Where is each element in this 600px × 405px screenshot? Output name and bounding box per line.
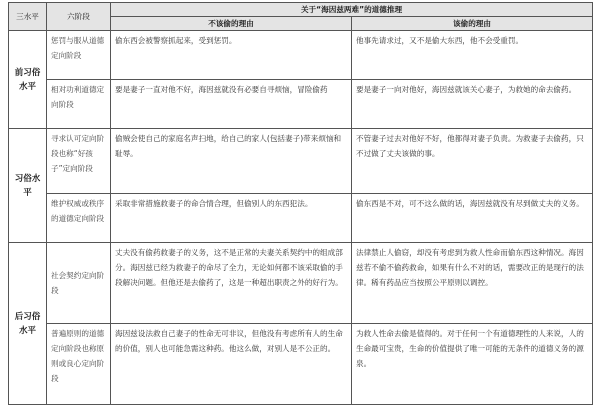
stage-cell: 相对功利道德定向阶段	[47, 80, 111, 129]
against-cell: 采取非常措施救妻子的命合情合理，但偷别人的东西犯法。	[111, 194, 352, 243]
against-cell: 海因兹设法救自己妻子的性命无可非议，但他没有考虑所有人的生命的价值，别人也可能急需这种药。他这么做，对别人是不公正的。	[111, 324, 352, 405]
stage-cell: 社会契约定向阶段	[47, 243, 111, 324]
against-cell: 要是妻子一直对他不好，海因兹就没有必要自寻烦恼，冒险偷药	[111, 80, 352, 129]
header-against: 不该偷的理由	[111, 17, 352, 31]
for-cell: 不管妻子过去对他好不好，他都得对妻子负责。为救妻子去偷药，只不过做了丈夫该做的事。	[352, 129, 593, 194]
table-title: 关于“海因兹两难”的道德推理	[111, 3, 593, 17]
header-level: 三水平	[9, 3, 47, 31]
moral-reasoning-table	[8, 2, 593, 405]
stage-cell: 惩罚与服从道德定向阶段	[47, 31, 111, 80]
level-preconventional: 前习俗水平	[9, 31, 47, 129]
table-row	[9, 194, 593, 243]
table-row	[9, 129, 593, 194]
against-cell: 偷贼会使自己的家庭名声扫地，给自己的家人(包括妻子)带来烦恼和耻辱。	[111, 129, 352, 194]
for-cell: 法律禁止人偷窃，却没有考虑到为救人性命而偷东西这种情况。海因兹若不偷不偷药救命，如果有什么不对的话，需要改正的是现行的法律。稀有药品应当按照公平原则以调控。	[352, 243, 593, 324]
table-row	[9, 324, 593, 405]
stage-cell: 普遍原则的道德定向阶段也称原则或良心定向阶段	[47, 324, 111, 405]
stage-cell: 维护权威或秩序的道德定向阶段	[47, 194, 111, 243]
against-cell: 丈夫没有偷药救妻子的义务，这不是正常的夫妻关系契约中的组成部分。海因兹已经为救妻子的命尽了全力，无论如何都不该采取偷的手段解决问题。但他还是去偷药了，这是一种超出职责之外的好行为。	[111, 243, 352, 324]
for-cell: 他事先请求过，又不是偷大东西，他不会受重罚。	[352, 31, 593, 80]
stage-cell: 寻求认可定向阶段也称“好孩子”定向阶段	[47, 129, 111, 194]
level-conventional: 习俗水平	[9, 129, 47, 243]
for-cell: 偷东西是不对，可不这么做的话，海因兹就没有尽到做丈夫的义务。	[352, 194, 593, 243]
table-row	[9, 243, 593, 324]
table-row	[9, 80, 593, 129]
for-cell: 为救人性命去偷是值得的。对于任何一个有道德理性的人来说，人的生命最可宝贵，生命的价值提供了唯一可能的无条件的道德义务的源泉。	[352, 324, 593, 405]
level-postconventional: 后习俗水平	[9, 243, 47, 405]
table-row	[9, 31, 593, 80]
for-cell: 要是妻子一向对他好，海因兹就该关心妻子，为救她的命去偷药。	[352, 80, 593, 129]
against-cell: 偷东西会被警察抓起来，受到惩罚。	[111, 31, 352, 80]
header-stage: 六阶段	[47, 3, 111, 31]
header-for: 该偷的理由	[352, 17, 593, 31]
